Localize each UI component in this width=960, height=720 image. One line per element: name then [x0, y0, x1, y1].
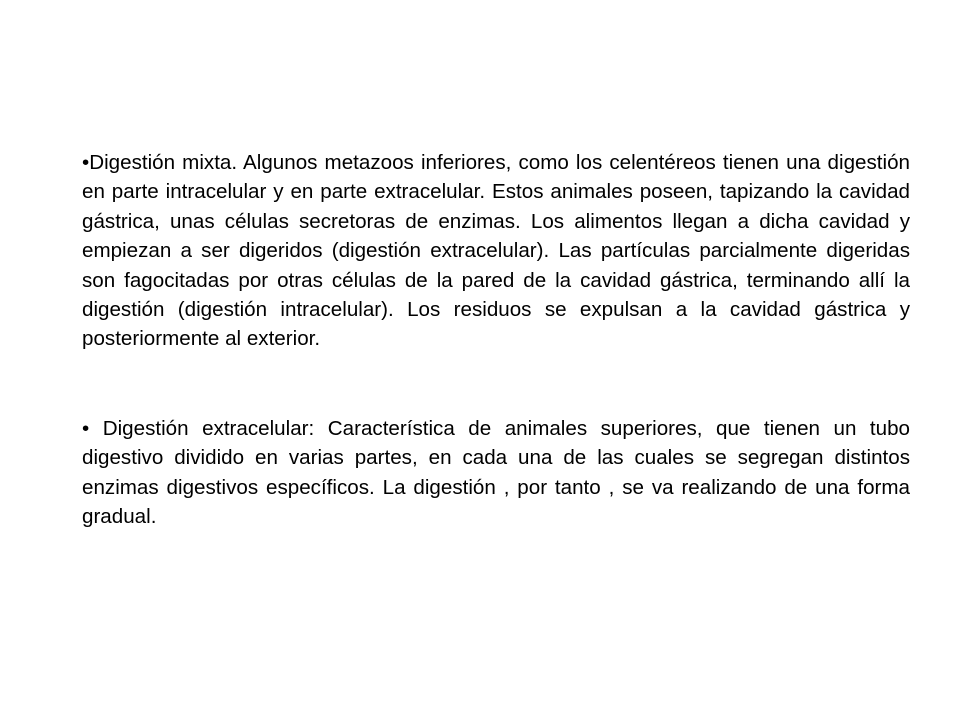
paragraph-digestion-extracelular: • Digestión extracelular: Característica de animales superiores, que tienen un tubo digestivo dividido en varias partes, en cada una de las cuales se segregan distintos enzimas digestivos específicos. La digestión , por tanto , se va realizando de una forma gradual.	[82, 416, 910, 529]
paragraph-digestion-mixta: •Digestión mixta. Algunos metazoos inferiores, como los celentéreos tienen una digestión en parte intracelular y en parte extracelular. Estos animales poseen, tapizando la cavidad gástrica, unas células secretoras de enzimas. Los alimentos llegan a dicha cavidad y empiezan a ser digeridos (digestión extracelular). Las partículas parcialmente digeridas son fagocitadas por otras células de la pared de la cavidad gástrica, terminando allí la digestión (digestión intracelular). Los residuos se expulsan a la cavidad gástrica y posteriormente al exterior.	[82, 151, 910, 351]
slide-body	[82, 148, 910, 531]
